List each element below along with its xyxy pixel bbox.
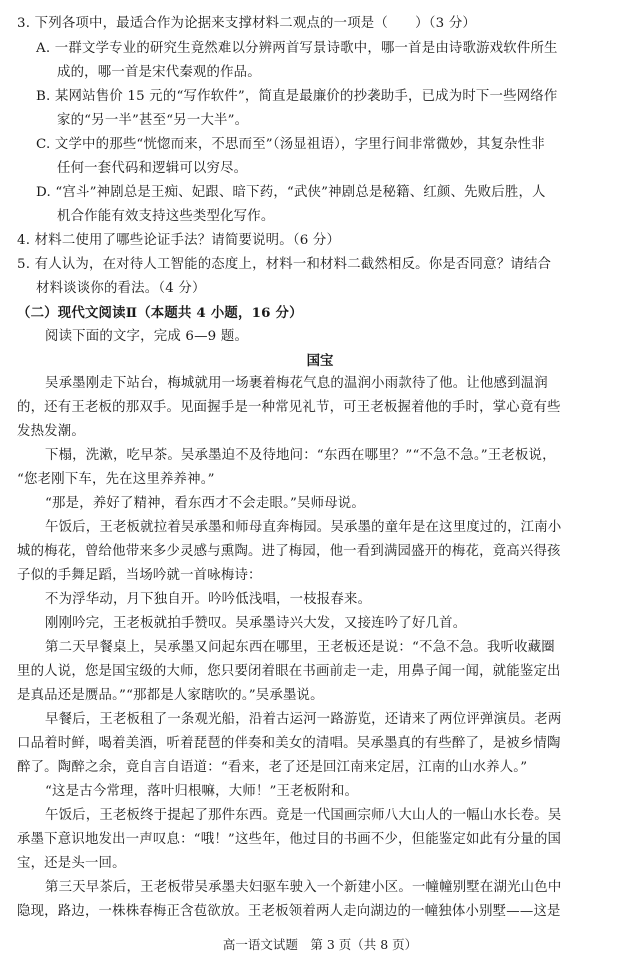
story-line: 宝，还是头一回。 [17, 856, 126, 871]
q5-stem-line1: 5. 有人认为，在对待人工智能的态度上，材料一和材料二截然相反。你是否同意？请结合 [17, 257, 552, 272]
story-line: “您老刚下车，先在这里养养神。” [17, 472, 215, 487]
story-line: 承墨下意识地发出一声叹息：“哦！”这些年，他过目的书画不少，但能鉴定如此有分量的国 [17, 832, 562, 847]
section-instruction: 阅读下面的文字，完成 6—9 题。 [45, 329, 249, 344]
section-heading: （二）现代文阅读Ⅱ（本题共 4 小题，16 分） [17, 305, 303, 321]
story-line: 的，还有王老板的那双手。见面握手是一种常见礼节，可王老板握着他的手时，掌心竟有些 [17, 400, 561, 415]
q3-stem: 3. 下列各项中，最适合作为论据来支撑材料二观点的一项是（ ）（3 分） [17, 16, 477, 31]
story-line: 口品着时鲜，喝着美酒，听着琵琶的伴奏和美女的清唱。吴承墨真的有些醉了，是被乡情陶 [17, 736, 561, 751]
story-line: 隐现，路边，一株株春梅正含苞欲放。王老板领着两人走向湖边的一幢独体小别墅——这是 [17, 904, 561, 919]
story-line: “这是古今常理，落叶归根嘛，大师！”王老板附和。 [45, 784, 359, 799]
page-footer: 高一语文试题 第 3 页（共 8 页） [222, 937, 418, 952]
q3-option-b-line1: B. 某网站售价 15 元的“写作软件”，简直是最廉价的抄袭助手，已成为时下一些网络作 [36, 89, 558, 104]
q5-stem-line2: 材料谈谈你的看法。（4 分） [36, 281, 206, 296]
q3-option-a-line2: 成的，哪一首是宋代秦观的作品。 [57, 65, 261, 80]
story-line: 子似的手舞足蹈，当场吟就一首咏梅诗： [17, 568, 262, 583]
story-line: 午饭后，王老板就拉着吴承墨和师母直奔梅园。吴承墨的童年是在这里度过的，江南小 [45, 520, 562, 535]
q3-option-a-line1: A. 一群文学专业的研究生竟然难以分辨两首写景诗歌中，哪一首是由诗歌游戏软件所生 [36, 41, 558, 56]
story-title: 国宝 [306, 353, 334, 369]
q3-option-b-line2: 家的“另一半”甚至“另一大半”。 [57, 113, 249, 128]
story-line: 午饭后，王老板终于提起了那件东西。竟是一代国画宗师八大山人的一幅山水长卷。吴 [45, 808, 562, 823]
story-line: 下榻，洗漱，吃早茶。吴承墨迫不及待地问：“东西在哪里？”“不急不急。”王老板说， [45, 448, 556, 463]
story-poem: 不为浮华动，月下独自开。吟吟低浅唱，一枝报春来。 [45, 592, 372, 607]
q3-option-c-line1: C. 文学中的那些“恍惚而来，不思而至”（汤显祖语），字里行间非常微妙，其复杂性非 [36, 137, 545, 152]
story-line: 吴承墨刚走下站台，梅城就用一场裹着梅花气息的温润小雨款待了他。让他感到温润 [45, 376, 548, 391]
story-line: 醉了。陶醉之余，竟自言自语道：“看来，老了还是回江南来定居，江南的山水养人。” [17, 760, 528, 775]
story-line: 第三天早茶后，王老板带吴承墨夫妇驱车驶入一个新建小区。一幢幢别墅在湖光山色中 [45, 880, 562, 895]
story-line: 城的梅花，曾给他带来多少灵感与熏陶。进了梅园，他一看到满园盛开的梅花，竟高兴得孩 [17, 544, 561, 559]
story-line: 发热发潮。 [17, 424, 85, 439]
q3-option-d-line2: 机合作能有效支持这些类型化写作。 [57, 209, 275, 224]
q3-option-c-line2: 任何一套代码和逻辑可以穷尽。 [57, 161, 248, 176]
story-line: 里的人说，您是国宝级的大师，您只要闭着眼在书画前走一走，用鼻子闻一闻，就能鉴定出 [17, 664, 561, 679]
q3-option-d-line1: D. “宫斗”神剧总是王痴、妃跟、暗下药，“武侠”神剧总是秘籍、红颜、先败后胜，人 [36, 185, 546, 200]
story-line: “那是，养好了精神，看东西才不会走眼。”吴师母说。 [45, 496, 365, 511]
story-line: 第二天早餐桌上，吴承墨又问起东西在哪里，王老板还是说：“不急不急。我听收藏圈 [45, 640, 555, 655]
q4-stem: 4. 材料二使用了哪些论证手法？请简要说明。（6 分） [17, 233, 341, 248]
story-line: 是真品还是赝品。”“那都是人家瞎吹的。”吴承墨说。 [17, 688, 324, 703]
story-line: 早餐后，王老板租了一条观光船，沿着古运河一路游览，还请来了两位评弹演员。老两 [45, 712, 562, 727]
story-line: 刚刚吟完，王老板就拍手赞叹。吴承墨诗兴大发，又接连吟了好几首。 [45, 616, 467, 631]
